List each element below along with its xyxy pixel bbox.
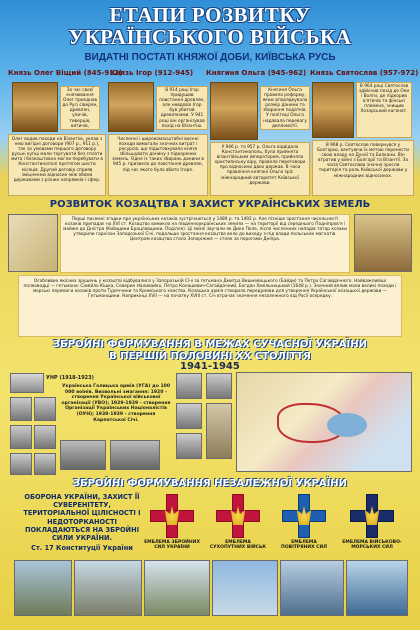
leader-photo-7 xyxy=(176,373,202,399)
section3-title-line-1: ЗБРОЙНІ ФОРМУВАННЯ В МЕЖАХ СУЧАСНОЇ УКРАЇНИ xyxy=(53,339,367,350)
leader-photo-10 xyxy=(176,433,202,459)
leader-photo-4 xyxy=(34,425,56,449)
bottom-text-igor: Численні і широкомасштабні воєнні походи вимагали значних витрат і ресурсів, що підштовхувало князя збільшувати данину з підкорених земель. Одне із таких збирань данини в 945 р. призвело до повстання древлян, під час якого було вбито Ігоря. xyxy=(108,134,208,196)
emblem-label-4: ЕМБЛЕМА ВІЙСЬКОВО-МОРСЬКИХ СИЛ xyxy=(342,540,402,551)
cossack-text-2: Особливих якісних зрушень у козацтві відбувалися у Запорозькій Січі за гетьмана Дмитра Вишневецького (Байди) та Петра Сагайдачного. Найважливіші полководці — гетьмани: Самійло Кішка, Северин Наливайко, Петро Конашевич-Сагайдачний, Богдан Хмельницький (1648 р.). Значний вплив мали великі походи і морські перемоги козаків проти Туреччини та Кримського ханства. Козацька армія створила передумови для утворення Української козацької держави — Гетьманщини. Наприкінці XVII — на початку XVIII ст. Січ втрачає значення незалежного від Росії осередку. xyxy=(18,275,402,337)
soldiers-photo-bottom-1 xyxy=(14,560,72,616)
ship-photo-1 xyxy=(280,560,344,616)
cossack-figures-image xyxy=(354,214,412,272)
navy-emblem-icon xyxy=(350,494,394,538)
air-force-emblem-icon xyxy=(282,494,326,538)
sea-shape xyxy=(327,413,367,437)
side-text-oleg: За час своєї князювання Олег приєднав до Русі сіверян, древлян, уличів, тиверців, вятичів, xyxy=(60,86,100,130)
section3-text: Українська Галицька армія (УГА) до 100 000 воїнів. Визвольні змагання: 1920 - створення Української військової організації (УВО); 1929-1929 - створення Організації Українських Націоналістів (ОУН); 1938-1939 - створення Карпатської Січі. xyxy=(61,384,171,423)
title-line-2: УКРАЇНСЬКОГО ВІЙСЬКА xyxy=(68,25,352,49)
name-oleg: Князь Олег Віщий (845-912) xyxy=(8,69,123,77)
leader-photo-9 xyxy=(176,403,202,429)
leader-photo-3 xyxy=(10,425,32,449)
portrait-igor xyxy=(108,82,154,132)
group-photo xyxy=(110,440,160,470)
ww2-map xyxy=(236,372,412,472)
soldiers-photo-bottom-2 xyxy=(74,560,142,616)
name-sviatoslav: Князь Святослав (957-972) xyxy=(310,69,419,77)
side-text-sviatoslav: В 964 році Святослав здійснив похід до Оки і Волги, де підкорив в'ятичів та фінські племена, знищив Хозарський каганат. xyxy=(356,82,412,138)
upa-group-photo xyxy=(206,403,232,459)
name-olga: Княгиня Ольга (945-962) xyxy=(206,69,307,77)
name-igor: Князь Ігор (912-945) xyxy=(110,69,194,77)
soldiers-photo xyxy=(60,440,106,470)
emblem-label-1: ЕМБЛЕМА ЗБРОЙНИХ СИЛ УКРАЇНИ xyxy=(144,540,200,551)
constitution-text: ОБОРОНА УКРАЇНИ, ЗАХИСТ ЇЇ СУВЕРЕНІТЕТУ, ТЕРИТОРІАЛЬНОЇ ЦІЛІСНОСТІ І НЕДОТОРКАНОСТІ ПОКЛАДАЮТЬСЯ НА ЗБРОЙНІ СИЛИ УКРАЇНИ. xyxy=(23,493,141,543)
ruler-names xyxy=(0,69,420,79)
unr-label: УНР (1918-1923) xyxy=(46,375,94,381)
land-forces-emblem-icon xyxy=(216,494,260,538)
armed-forces-emblem-icon xyxy=(150,494,194,538)
leader-photo-5 xyxy=(10,453,32,475)
unr-photo xyxy=(10,373,44,393)
section3-title-line-2: В ПЕРШІЙ ПОЛОВИНІ ХХ СТОЛІТТЯ xyxy=(109,351,311,362)
portrait-sviatoslav xyxy=(312,82,354,138)
ship-photo-2 xyxy=(346,560,408,616)
title-line-1: ЕТАПИ РОЗВИТКУ xyxy=(109,3,311,27)
section3-title xyxy=(0,339,420,363)
cossack-map-image xyxy=(8,214,58,272)
aircraft-photo xyxy=(212,560,278,616)
bottom-text-sviatoslav: В 968 р. Святослав повернувся у Болгарію, вантуючи їх метою перенести свою владу на Дунаї та Балкани. Він втратив у війні з Болгарії та Візантії. За часів Святослава значно зросли територія та роль Київської держави у міжнародних відносинах. xyxy=(312,140,414,196)
portrait-oleg xyxy=(12,82,58,132)
leader-photo-6 xyxy=(34,453,56,475)
bottom-text-oleg: Олег водив походи на Візантію, уклав з нею вигідні договори (907 р., 911 р.), так за умовами першого договору руські купці мали торгувати без сплати мита і безкоштовно могли перебувати в Константинополі протягом шести місяців. Другий договір сприяв зміцненню відносин між обома державами з різних напрямків і сфер. xyxy=(8,134,106,196)
emblem-label-3: ЕМБЛЕМА ПОВІТРЯНИХ СИЛ xyxy=(281,540,327,551)
tank-photo xyxy=(144,560,210,616)
constitution-source: Ст. 17 Конституції України xyxy=(31,544,133,553)
portrait-olga xyxy=(210,82,258,140)
leader-photo-2 xyxy=(34,397,56,421)
bottom-text-olga: У 946 р. та 957 р. Ольга відвідала Константинополь, була прийнята візантійським імператором, прийняла християнську віру, провела переговори про відносини двох держав. В часи правління княгині Ольги зріс міжнародний авторитет Київської держави. xyxy=(210,142,310,196)
constitution-quote xyxy=(22,493,142,552)
side-text-olga: Княгиня Ольга провела реформу, якою впорядкувала розмір данини та збирання податків. У політиці Ольга надавала перевагу дипломатії. xyxy=(260,86,310,130)
leader-photo-8 xyxy=(206,373,232,399)
cossack-text-1: Перші писемні згадки про українських козаків зустрічаються у 1489 р. та 1492 р. Але пізніше зростання чисельності козаків припадає на XVI ст. Козацтво виникло на південноукраїнських землях — на території від середнього Подніпров'я і майже до Дністра (Київщини Брацлавщини, Поділля). Ці землі звучали як Дике Поле, після численних нападів татар козаки утворили гарнізон Запорозької Січі, подальше зростання козацтва вело до виходу з-під влади польських магнатів. Центром козацтва стало Запоріжжя — стоян за порогами Дніпра. xyxy=(60,214,350,273)
period-label: 1941-1945 xyxy=(180,361,240,372)
side-text-igor: В 914 році Ігор придушив повстання древлян, але невдовзі Ігор був убитий древлянами. У 941 році він організував похід на Візантію. xyxy=(156,86,208,130)
emblem-label-2: ЕМБЛЕМА СУХОПУТНИХ ВІЙСЬК xyxy=(209,540,267,551)
section1-title: ВИДАТНІ ПОСТАТІ КНЯЖОЇ ДОБИ, КИЇВСЬКА РУСЬ xyxy=(84,52,336,63)
section2-title: РОЗВИТОК КОЗАЦТВА І ЗАХИСТ УКРАЇНСЬКИХ ЗЕМЕЛЬ xyxy=(49,199,371,210)
section4-title: ЗБРОЙНІ ФОРМУВАННЯ НЕЗАЛЕЖНОЇ УКРАЇНИ xyxy=(72,478,348,489)
leader-photo-1 xyxy=(10,397,32,421)
poster-title xyxy=(0,4,420,48)
